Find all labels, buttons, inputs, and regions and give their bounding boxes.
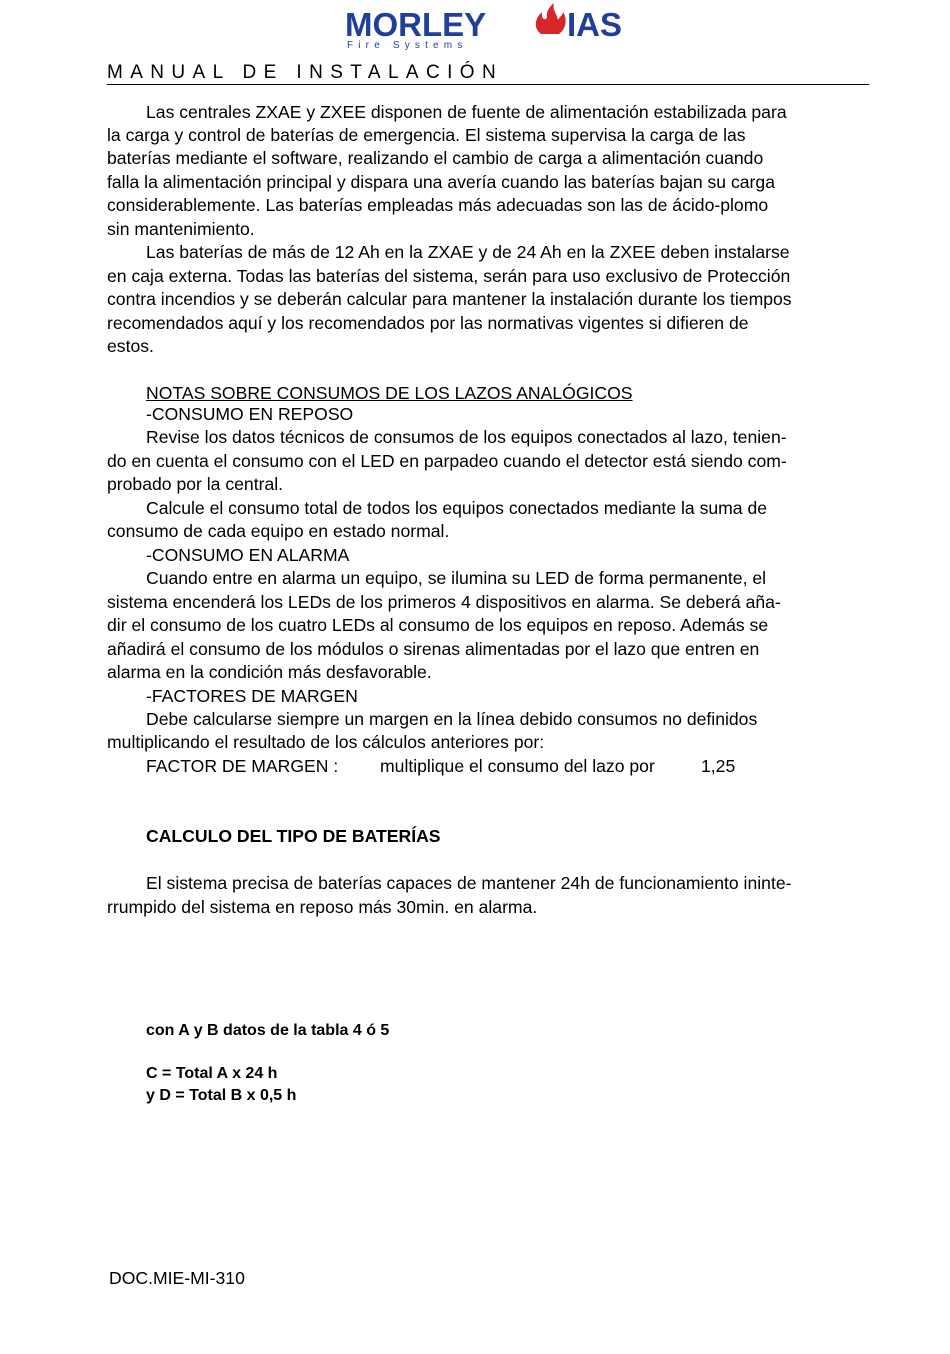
paragraph-line: do en cuenta el consumo con el LED en parpadeo cuando el detector está siendo com- — [107, 451, 787, 471]
paragraph-line: multiplicando el resultado de los cálculos anteriores por: — [107, 732, 545, 752]
paragraph-line: en caja externa. Todas las baterías del sistema, serán para uso exclusivo de Protección — [107, 266, 791, 286]
section-heading: NOTAS SOBRE CONSUMOS DE LOS LAZOS ANALÓGICOS — [146, 383, 633, 403]
paragraph-line: recomendados aquí y los recomendados por las normativas vigentes si difieren de — [107, 313, 749, 333]
subsection-heading: -FACTORES DE MARGEN — [146, 686, 358, 706]
subsection-heading: -CONSUMO EN ALARMA — [146, 545, 350, 565]
margin-factor-label: FACTOR DE MARGEN : — [146, 756, 339, 776]
paragraph-line: consumo de cada equipo en estado normal. — [107, 521, 450, 541]
header-divider — [107, 84, 869, 85]
paragraph-line: añadirá el consumo de los módulos o sirenas alimentadas por el lazo que entren en — [107, 639, 760, 659]
paragraph-line: Cuando entre en alarma un equipo, se ilumina su LED de forma permanente, el — [146, 568, 767, 588]
paragraph-line: Debe calcularse siempre un margen en la línea debido consumos no definidos — [146, 709, 758, 729]
paragraph-line: probado por la central. — [107, 474, 284, 494]
formula-c: C = Total A x 24 h — [146, 1065, 278, 1082]
formula-note: con A y B datos de la tabla 4 ó 5 — [146, 1022, 390, 1039]
paragraph-line: dir el consumo de los cuatro LEDs al consumo de los equipos en reposo. Además se — [107, 615, 769, 635]
logo-tagline: F i r e S y s t e m s — [347, 40, 464, 50]
paragraph-line: El sistema precisa de baterías capaces de mantener 24h de funcionamiento ininte- — [146, 873, 792, 893]
section-heading: CALCULO DEL TIPO DE BATERÍAS — [146, 826, 441, 846]
paragraph-line: rrumpido del sistema en reposo más 30min. en alarma. — [107, 897, 538, 917]
subsection-heading: -CONSUMO EN REPOSO — [146, 404, 354, 424]
paragraph-line: Revise los datos técnicos de consumos de los equipos conectados al lazo, tenien- — [146, 427, 787, 447]
paragraph-line: la carga y control de baterías de emergencia. El sistema supervisa la carga de las — [107, 125, 746, 145]
paragraph-line: baterías mediante el software, realizando el cambio de carga a alimentación cuando — [107, 148, 764, 168]
paragraph-line: Calcule el consumo total de todos los equipos conectados mediante la suma de — [146, 498, 768, 518]
paragraph-line: Las centrales ZXAE y ZXEE disponen de fuente de alimentación estabilizada para — [146, 102, 787, 122]
paragraph-line: falla la alimentación principal y dispara una avería cuando las baterías bajan su carga — [107, 172, 775, 192]
formula-d: y D = Total B x 0,5 h — [146, 1087, 297, 1104]
paragraph-line: sin mantenimiento. — [107, 219, 255, 239]
paragraph-line: estos. — [107, 336, 154, 356]
page-header-title: MANUAL DE INSTALACIÓN — [107, 62, 504, 83]
paragraph-line: Las baterías de más de 12 Ah en la ZXAE y de 24 Ah en la ZXEE deben instalarse — [146, 242, 790, 262]
morley-ias-logo — [345, 2, 635, 50]
paragraph-line: considerablemente. Las baterías empleadas más adecuadas son las de ácido-plomo — [107, 195, 769, 215]
logo-brand-tail: IAS — [567, 6, 623, 43]
flame-icon — [536, 3, 566, 34]
paragraph-line: alarma en la condición más desfavorable. — [107, 662, 432, 682]
margin-factor-text: multiplique el consumo del lazo por — [380, 756, 655, 776]
paragraph-line: contra incendios y se deberán calcular para mantener la instalación durante los tiempos — [107, 289, 792, 309]
document-reference: DOC.MIE-MI-310 — [109, 1268, 245, 1288]
paragraph-line: sistema encenderá los LEDs de los primeros 4 dispositivos en alarma. Se deberá aña- — [107, 592, 781, 612]
logo-brand-word: MORLEY — [345, 6, 487, 43]
margin-factor-value: 1,25 — [701, 756, 736, 776]
